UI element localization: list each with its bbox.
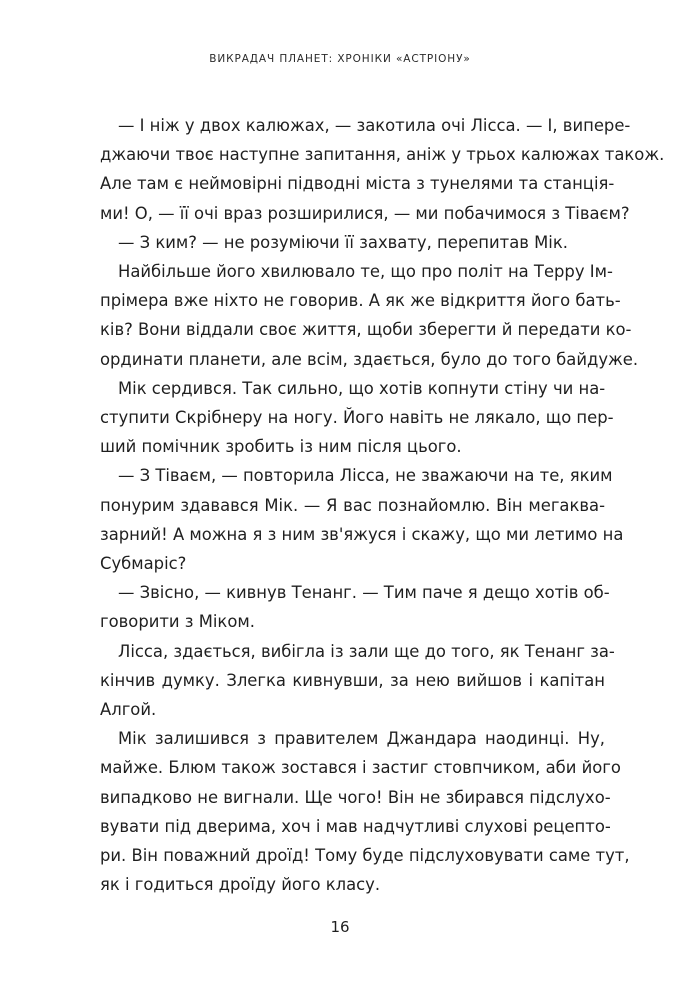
text-line: кінчив думку. Злегка кивнувши, за нею вийшов і капітан	[100, 670, 605, 690]
text-line: Алгой.	[100, 700, 157, 720]
text-line: ступити Скрібнеру на ногу. Його навіть не лякало, що пер-	[100, 408, 614, 428]
page-number: 16	[330, 918, 350, 936]
paragraph	[100, 257, 639, 374]
running-head: ВИКРАДАЧ ПЛАНЕТ: ХРОНІКИ «АСТРІОНУ»	[209, 53, 471, 65]
paragraph	[100, 228, 605, 257]
text-line: ми! О, — її очі враз розширилися, — ми побачимося з Тіваєм?	[100, 203, 630, 223]
paragraph	[100, 374, 614, 462]
text-line: Лісса, здається, вибігла із зали ще до того, як Тенанг за-	[118, 641, 615, 661]
text-line: як і годиться дроїду його класу.	[100, 875, 381, 895]
text-line: — З Тіваєм, — повторила Лісса, не зважаючи на те, яким	[118, 466, 613, 486]
text-line: ків? Вони віддали своє життя, щоби зберегти й передати ко-	[100, 320, 632, 340]
text-line: — Звісно, — кивнув Тенанг. — Тим паче я дещо хотів об-	[118, 583, 610, 603]
paragraph	[100, 461, 624, 578]
text-line: випадково не вигнали. Ще чого! Він не збирався підслухо-	[100, 787, 611, 807]
text-line: прімера вже ніхто не говорив. А як же відкриття його бать-	[100, 291, 621, 311]
text-line: зарний! А можна я з ним зв'яжуся і скажу, що ми летимо на	[100, 524, 624, 544]
text-line: джаючи твоє наступне запитання, аніж у трьох калюжах також.	[100, 145, 665, 165]
text-line: понурим здавався Мік. — Я вас познайомлю. Він мегаква-	[100, 495, 605, 515]
text-line: ри. Він поважний дроїд! Тому буде підслуховувати саме тут,	[100, 846, 630, 866]
text-line: майже. Блюм також зостався і застиг стовпчиком, аби його	[100, 758, 621, 778]
paragraph	[100, 637, 615, 725]
body-text	[100, 111, 665, 899]
text-line: ординати планети, але всім, здається, було до того байдуже.	[100, 349, 639, 369]
text-line: — І ніж у двох калюжах, — закотила очі Лісса. — І, випере-	[118, 116, 631, 135]
text-line: ший помічник зробить із ним після цього.	[100, 437, 462, 457]
text-line: Найбільше його хвилювало те, що про політ на Терру Ім-	[118, 262, 613, 282]
text-line: говорити з Міком.	[100, 612, 255, 632]
paragraph	[100, 724, 630, 899]
text-line: — З ким? — не розуміючи її захвату, перепитав Мік.	[118, 232, 568, 252]
text-line: Субмаріс?	[100, 554, 187, 574]
text-line: Мік сердився. Так сильно, що хотів копнути стіну чи на-	[118, 378, 606, 398]
paragraph	[100, 111, 665, 228]
text-line: Але там є неймовірні підводні міста з тунелями та станція-	[100, 174, 615, 194]
text-line: Мік залишився з правителем Джандара наодинці. Ну,	[118, 729, 605, 749]
text-line: вувати під дверима, хоч і мав надчутливі слухові рецепто-	[100, 816, 611, 836]
paragraph	[100, 578, 610, 636]
